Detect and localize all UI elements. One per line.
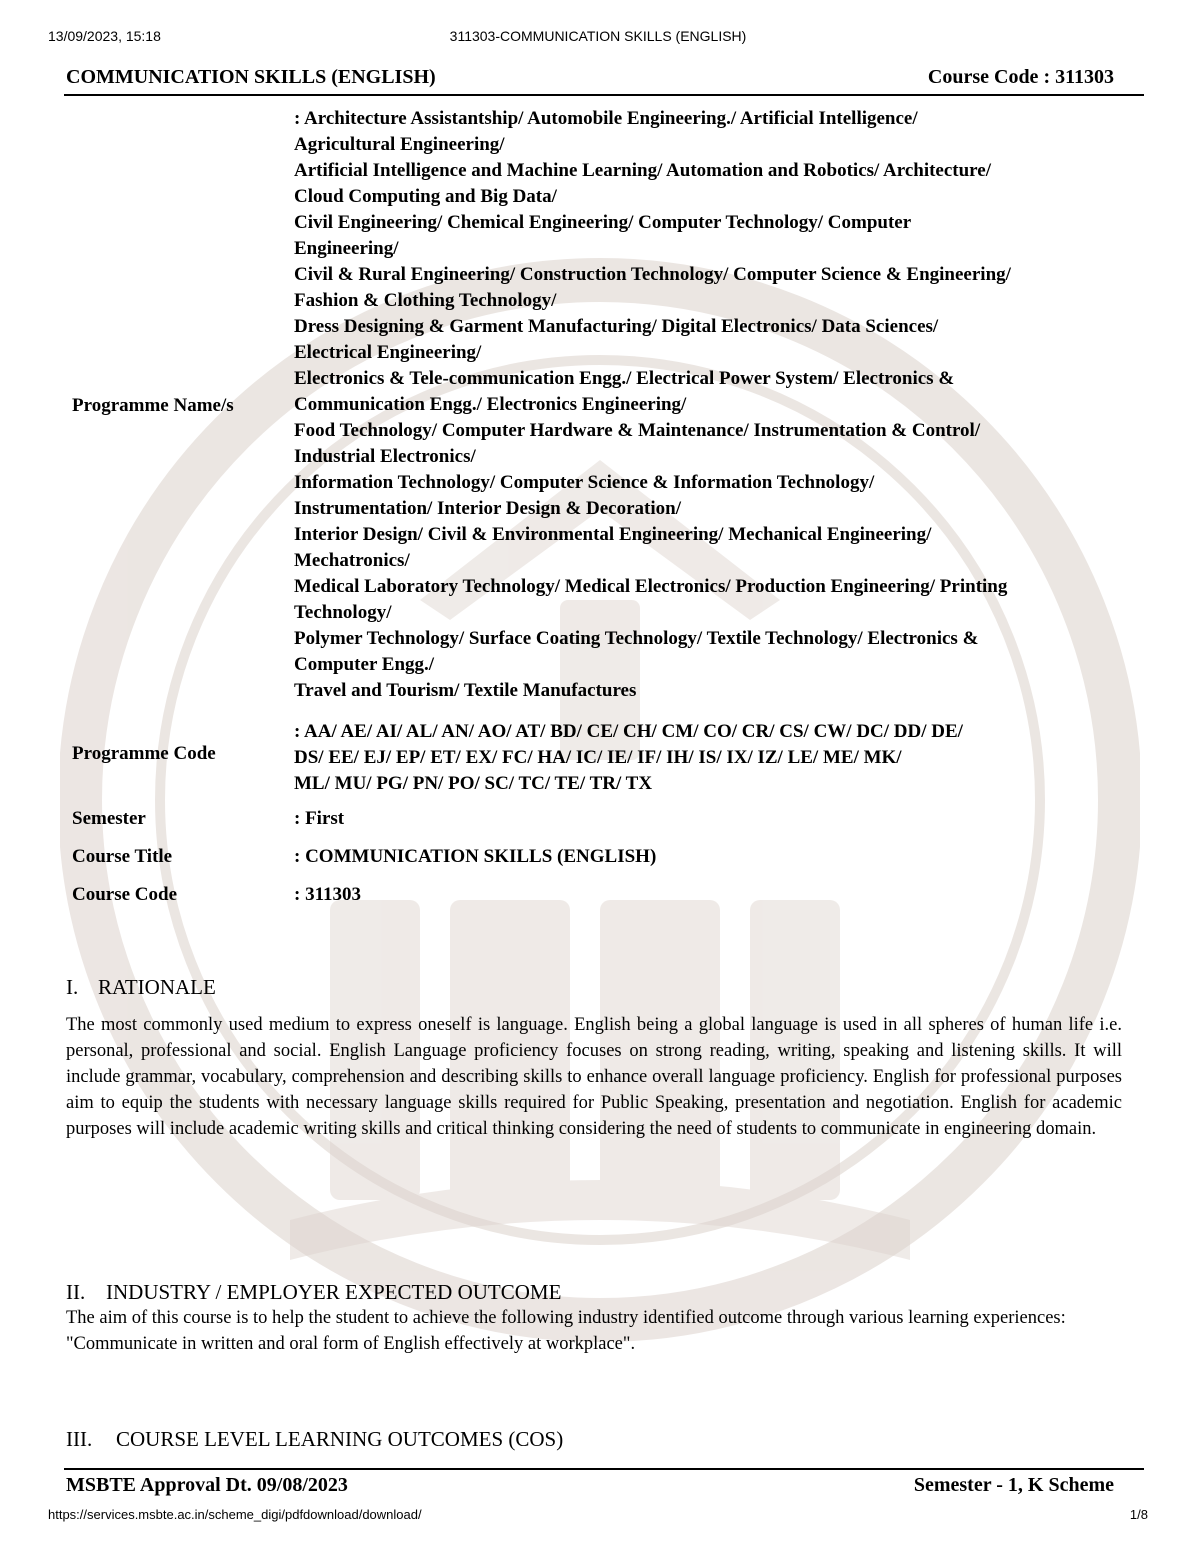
programme-code-line: : AA/ AE/ AI/ AL/ AN/ AO/ AT/ BD/ CE/ CH/ CM/ CO/ CR/ CS/ CW/ DC/ DD/ DE/ [294,721,963,742]
section-course-outcomes [66,1427,1122,1452]
programme-code-line: ML/ MU/ PG/ PN/ PO/ SC/ TC/ TE/ TR/ TX [294,773,653,794]
programme-code-line: DS/ EE/ EJ/ EP/ ET/ EX/ FC/ HA/ IC/ IE/ IF/ IH/ IS/ IX/ IZ/ LE/ ME/ MK/ [294,747,902,768]
programme-names-value [294,104,1144,707]
programme-names-line: Computer Engg./ [294,654,435,675]
section-number: III. [66,1427,93,1451]
programme-names-line: : Architecture Assistantship/ Automobile Engineering./ Artificial Intelligence/ [294,108,918,129]
course-code-label: Course Code [72,884,178,905]
header-course-code: Course Code : 311303 [927,66,1114,88]
print-page-number: 1/8 [1129,1507,1148,1522]
document-footer [64,1468,1144,1500]
section-title [66,975,1122,1000]
course-info-table [64,104,1144,914]
section-title [66,1280,1122,1305]
programme-names-label: Programme Name/s [72,394,234,416]
programme-names-row [64,104,1144,707]
programme-names-line: Civil & Rural Engineering/ Construction Technology/ Computer Science & Engineering/ [294,264,1011,285]
course-code-row [64,876,1144,914]
programme-names-line: Medical Laboratory Technology/ Medical Electronics/ Production Engineering/ Printing [294,576,1008,597]
programme-names-line: Dress Designing & Garment Manufacturing/ Digital Electronics/ Data Sciences/ [294,316,939,337]
programme-names-line: Instrumentation/ Interior Design & Decoration/ [294,498,682,519]
course-code-value: : 311303 [294,884,362,905]
programme-names-line: Electronics & Tele-communication Engg./ Electrical Power System/ Electronics & [294,368,955,389]
programme-names-line: Engineering/ [294,238,399,259]
programme-code-label: Programme Code [72,742,216,764]
course-title-label: Course Title [72,846,173,867]
programme-names-line: Mechatronics/ [294,550,410,571]
section-number: I. [66,975,79,999]
course-title-row [64,838,1144,876]
print-page-title: 311303-COMMUNICATION SKILLS (ENGLISH) [449,28,747,44]
semester-row [64,800,1144,838]
browser-print-footer [48,1507,1148,1527]
programme-names-line: Interior Design/ Civil & Environmental Engineering/ Mechanical Engineering/ [294,524,932,545]
header-course-name: COMMUNICATION SKILLS (ENGLISH) [66,66,436,88]
print-url: https://services.msbte.ac.in/scheme_digi/pdfdownload/download/ [48,1507,422,1522]
programme-code-row [64,707,1144,800]
programme-names-line: Electrical Engineering/ [294,342,482,363]
approval-date: MSBTE Approval Dt. 09/08/2023 [66,1474,348,1496]
industry-outcome-body: The aim of this course is to help the student to achieve the following industry identified outcome through various learning experiences: "Communicate in written and oral form of English effectively at workplace". [66,1308,1066,1354]
section-title [66,1427,1122,1452]
browser-print-header [48,28,1148,48]
rationale-body: The most commonly used medium to express oneself is language. English being a global language is used in all spheres of human life i.e. personal, professional and social. English Language proficiency focuses on strong reading, writing, speaking and listening skills. It will include grammar, vocabulary, comprehension and describing skills to enhance overall language proficiency. English for professional purposes aim to equip the students with necessary language skills required for Public Speaking, presentation and negotiation. English for academic purposes will include academic writing skills and critical thinking considering the need of students to communicate in engineering domain. [66,1015,1122,1139]
programme-names-line: Travel and Tourism/ Textile Manufactures [294,680,637,701]
programme-names-line: Cloud Computing and Big Data/ [294,186,557,207]
section-heading: COURSE LEVEL LEARNING OUTCOMES (COS) [116,1427,564,1451]
document-header [64,66,1144,96]
print-datetime: 13/09/2023, 15:18 [48,28,161,44]
section-heading: INDUSTRY / EMPLOYER EXPECTED OUTCOME [106,1280,562,1304]
programme-names-line: Fashion & Clothing Technology/ [294,290,557,311]
programme-names-line: Industrial Electronics/ [294,446,476,467]
semester-label: Semester [72,808,146,829]
section-industry-outcome [66,1280,1122,1357]
section-heading: RATIONALE [98,975,216,999]
programme-names-line: Agricultural Engineering/ [294,134,505,155]
programme-names-line: Artificial Intelligence and Machine Learning/ Automation and Robotics/ Architecture/ [294,160,991,181]
semester-scheme: Semester - 1, K Scheme [913,1474,1114,1496]
programme-names-line: Polymer Technology/ Surface Coating Technology/ Textile Technology/ Electronics & [294,628,979,649]
programme-names-line: Technology/ [294,602,392,623]
course-title-value: : COMMUNICATION SKILLS (ENGLISH) [294,846,657,867]
section-rationale [66,975,1122,1142]
programme-names-line: Communication Engg./ Electronics Engineering/ [294,394,687,415]
programme-code-value [294,707,1144,800]
programme-names-line: Information Technology/ Computer Science & Information Technology/ [294,472,875,493]
programme-names-line: Food Technology/ Computer Hardware & Maintenance/ Instrumentation & Control/ [294,420,981,441]
section-number: II. [66,1280,86,1304]
semester-value: : First [294,808,345,829]
programme-names-line: Civil Engineering/ Chemical Engineering/ Computer Technology/ Computer [294,212,912,233]
